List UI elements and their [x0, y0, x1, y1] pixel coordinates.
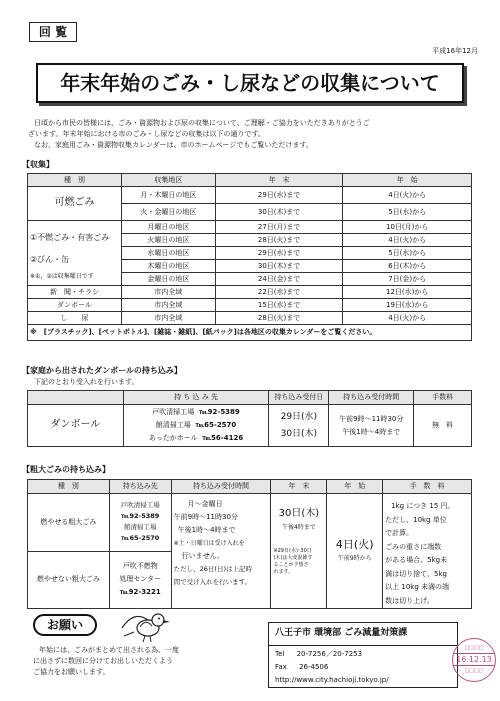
end-cell: 29日(水)まで — [215, 187, 343, 204]
time-1: 午前9時～11時30分 — [339, 414, 404, 423]
cardboard-sub: 下記のとおり受入れを行います。 — [34, 378, 139, 386]
col-header: 持 ち 込 み 先 — [123, 391, 269, 405]
bulky-table — [27, 479, 472, 609]
col-header: 持ち込み先 — [109, 480, 171, 494]
type-cell: 新 聞・チラシ — [28, 286, 122, 299]
start-cell: 19日(水)から — [343, 299, 472, 312]
intro-line: 日頃から市民の皆様には、ごみ・資源物および尿の収集について、ご理解・ご協力をいただきありがとうご — [34, 119, 370, 127]
issue-date: 平成16年12月 — [432, 47, 478, 55]
type-cell: 可燃ごみ — [28, 187, 122, 221]
start-date: 4日(火) — [335, 538, 374, 551]
fee-line: がある場合、5kg未 — [385, 556, 448, 564]
dates-cell — [269, 405, 329, 447]
times-cell — [329, 405, 414, 447]
type-cell — [28, 221, 122, 286]
col-header: 手数料 — [414, 391, 472, 405]
start-cell — [327, 494, 383, 609]
collection-heading: 【収集】 — [22, 160, 54, 169]
time-line: ※土・日曜日は受け入れを — [173, 540, 245, 547]
area-cell: 木曜日の地区 — [121, 260, 215, 273]
area-cell: 市内全域 — [121, 286, 215, 299]
fee-line: 1kg につき 15 円。 — [391, 502, 455, 510]
fax-value: 26-4506 — [299, 663, 329, 671]
place-name: 戸吹不燃物 — [122, 562, 158, 571]
area-cell: 火・金曜日の地区 — [121, 204, 215, 221]
col-header: 種 別 — [28, 480, 110, 494]
end-cell: 22日(水)まで — [215, 286, 343, 299]
fee-line: 数は切り上げ。 — [385, 596, 434, 605]
end-cell: 27日(月)まで — [215, 221, 343, 234]
start-cell: 10日(月)から — [343, 221, 472, 234]
contact-org: 八王子市 環境部 ごみ減量対策課 — [275, 628, 408, 638]
end-small-line: れます。 — [273, 569, 294, 575]
kairan-label: 回 覧 — [29, 22, 77, 42]
col-header: 手 数 料 — [383, 480, 472, 494]
tel-value: 20-7256／20-7253 — [296, 650, 363, 658]
bird-illustration — [118, 606, 172, 646]
time-line: 午前9時～11時30分 — [173, 513, 238, 521]
end-cell: 28日(火)まで — [215, 234, 343, 247]
stamp-top: □□□□ — [464, 645, 484, 651]
contact-box — [268, 622, 458, 688]
place-tel: ℡56-4126 — [202, 434, 244, 442]
type-cell: 燃やせない粗大ごみ — [28, 551, 110, 609]
end-small-line: ることが予想さ — [273, 562, 309, 568]
start-cell: 5日(水)から — [343, 247, 472, 260]
start-cell: 12日(水)から — [343, 286, 472, 299]
col-header: 持ち込み受付日 — [269, 391, 329, 405]
cardboard-table — [27, 390, 472, 447]
start-cell: 4日(火)から — [343, 312, 472, 325]
time-line: 間で受け入れを行います。 — [173, 578, 252, 586]
place-tel: ℡92-5389 — [198, 408, 240, 416]
area-cell: 水曜日の地区 — [121, 247, 215, 260]
place-row — [126, 406, 267, 419]
place-name: 館清掃工場 — [155, 421, 191, 429]
request-label: お願い — [33, 614, 97, 636]
area-cell: 月曜日の地区 — [121, 221, 215, 234]
end-note: 午後4時まで — [281, 524, 316, 531]
type-cell: ダンボール — [28, 405, 124, 447]
place-cell — [109, 494, 171, 552]
type-cell: 燃やせる粗大ごみ — [28, 494, 110, 552]
start-cell: 5日(水)から — [343, 204, 472, 221]
date-2: 30日(木) — [280, 428, 318, 439]
place-tel: ℡92-3221 — [119, 588, 161, 597]
fax-label: Fax — [275, 663, 287, 671]
bin-label: ②びん・缶 — [30, 255, 70, 264]
place-name: 館清掃工場 — [123, 523, 157, 532]
time-line: 月～金曜日 — [187, 500, 223, 508]
contact-url[interactable]: http://www.city.hachioji.tokyo.jp/ — [275, 676, 389, 684]
col-header: 持ち込み受付時間 — [329, 391, 414, 405]
request-text — [33, 645, 253, 678]
request-line: 年始には、ごみがまとめて出される為、一度 — [39, 646, 179, 654]
place-row — [126, 432, 267, 445]
col-header: 年 始 — [327, 480, 383, 494]
stamp-date: 16.12.13 — [453, 653, 495, 666]
intro-line: なお、家庭用ごみ・資源物収集カレンダーは、市のホームページでもご覧いただけます。 — [34, 141, 313, 149]
contact-tel-row — [275, 650, 362, 659]
place-row — [126, 419, 267, 432]
fee-line: ただし、10kg 単位 — [385, 515, 447, 524]
time-cell — [171, 494, 271, 609]
time-line: 行いません。 — [181, 552, 225, 560]
collection-table — [27, 173, 472, 341]
end-cell: 28日(火)まで — [215, 312, 343, 325]
fee-line: ごみの重さに端数 — [385, 542, 442, 551]
start-cell: 6日(木)から — [343, 260, 472, 273]
tel-label: Tel — [275, 650, 285, 658]
start-note: 午前9時から — [337, 555, 372, 562]
contact-divider — [269, 645, 457, 646]
end-cell — [271, 494, 327, 609]
area-cell: 月・木曜日の地区 — [121, 187, 215, 204]
area-cell: 市内全域 — [121, 312, 215, 325]
start-cell: 4日(火)から — [343, 187, 472, 204]
page-title: 年末年始のごみ・し尿などの収集について — [60, 71, 440, 95]
area-cell: 火曜日の地区 — [121, 234, 215, 247]
start-cell: 7日(金)から — [343, 273, 472, 286]
contact-fax-row — [275, 663, 328, 672]
place-tel: ℡65-2570 — [195, 421, 237, 429]
collection-footnote: ※ [プラスチック]、[ペットボトル]、[雑誌・雑紙]、[紙パック]は各地区の収集カレンダーをご覧ください。 — [28, 325, 472, 341]
area-cell: 市内全域 — [121, 299, 215, 312]
request-line: ご協力をお願いします。 — [33, 668, 110, 676]
end-small — [273, 548, 324, 576]
request-line: に出さずに数回に分けてお出しいただくよう — [33, 657, 173, 665]
fee-line: で計算。 — [385, 529, 414, 537]
place-tel: ℡92-5389 — [121, 512, 160, 521]
time-2: 午後1時～4時まで — [342, 427, 401, 436]
end-cell: 29日(水)まで — [215, 247, 343, 260]
time-line: 午後1時～4時まで — [177, 526, 236, 534]
col-header: 種 別 — [28, 174, 122, 187]
intro-line: ざいます。年末年始における市のごみ・し尿などの収集は以下の通りです。 — [28, 130, 265, 138]
col-header — [28, 391, 124, 405]
fee-cell: 無 料 — [414, 405, 472, 447]
places-cell — [123, 405, 269, 447]
note-label: ※①，②は収集曜日です — [30, 273, 94, 280]
col-header: 収集地区 — [121, 174, 215, 187]
date-1: 29日(水) — [280, 411, 318, 422]
place-name: 戸吹清掃工場 — [152, 408, 195, 416]
place-cell — [109, 551, 171, 609]
cardboard-heading: 【家庭から出されたダンボールの持ち込み】 — [22, 366, 182, 375]
place-name: あったかホール — [148, 434, 198, 442]
fee-line: 満は切り捨て、5kg — [385, 569, 447, 578]
intro-text — [28, 118, 478, 151]
time-line: ただし、26日(日)は上記時 — [173, 565, 252, 573]
place-name: 戸吹清掃工場 — [120, 501, 160, 510]
title-box — [36, 63, 464, 103]
end-date: 30日(木) — [278, 508, 320, 519]
type-cell: し 尿 — [28, 312, 122, 325]
end-small-line: (木)は大変混雑す — [273, 555, 313, 561]
col-header: 年 始 — [343, 174, 472, 187]
end-cell: 30日(木)まで — [215, 260, 343, 273]
place-tel: ℡65-2570 — [121, 534, 160, 543]
fee-cell — [383, 494, 472, 609]
place-name: 処理センター — [119, 575, 162, 584]
start-cell: 4日(火)から — [343, 234, 472, 247]
col-header: 年 末 — [215, 174, 343, 187]
end-small-line: ※29日(水)･30日 — [273, 548, 312, 554]
col-header: 持ち込み受付時間 — [171, 480, 271, 494]
received-stamp — [452, 638, 496, 682]
bulky-heading: 【粗大ごみの持ち込み】 — [22, 465, 110, 474]
area-cell: 金曜日の地区 — [121, 273, 215, 286]
funen-label: ①不燃ごみ・有害ごみ — [30, 233, 110, 242]
end-cell: 15日(水)まで — [215, 299, 343, 312]
end-cell: 24日(金)まで — [215, 273, 343, 286]
type-cell: ダンボール — [28, 299, 122, 312]
fee-line: 以上 10kg 未満の端 — [385, 583, 449, 591]
stamp-bottom: □□□□ — [464, 668, 484, 675]
col-header: 年 末 — [271, 480, 327, 494]
end-cell: 30日(木)まで — [215, 204, 343, 221]
